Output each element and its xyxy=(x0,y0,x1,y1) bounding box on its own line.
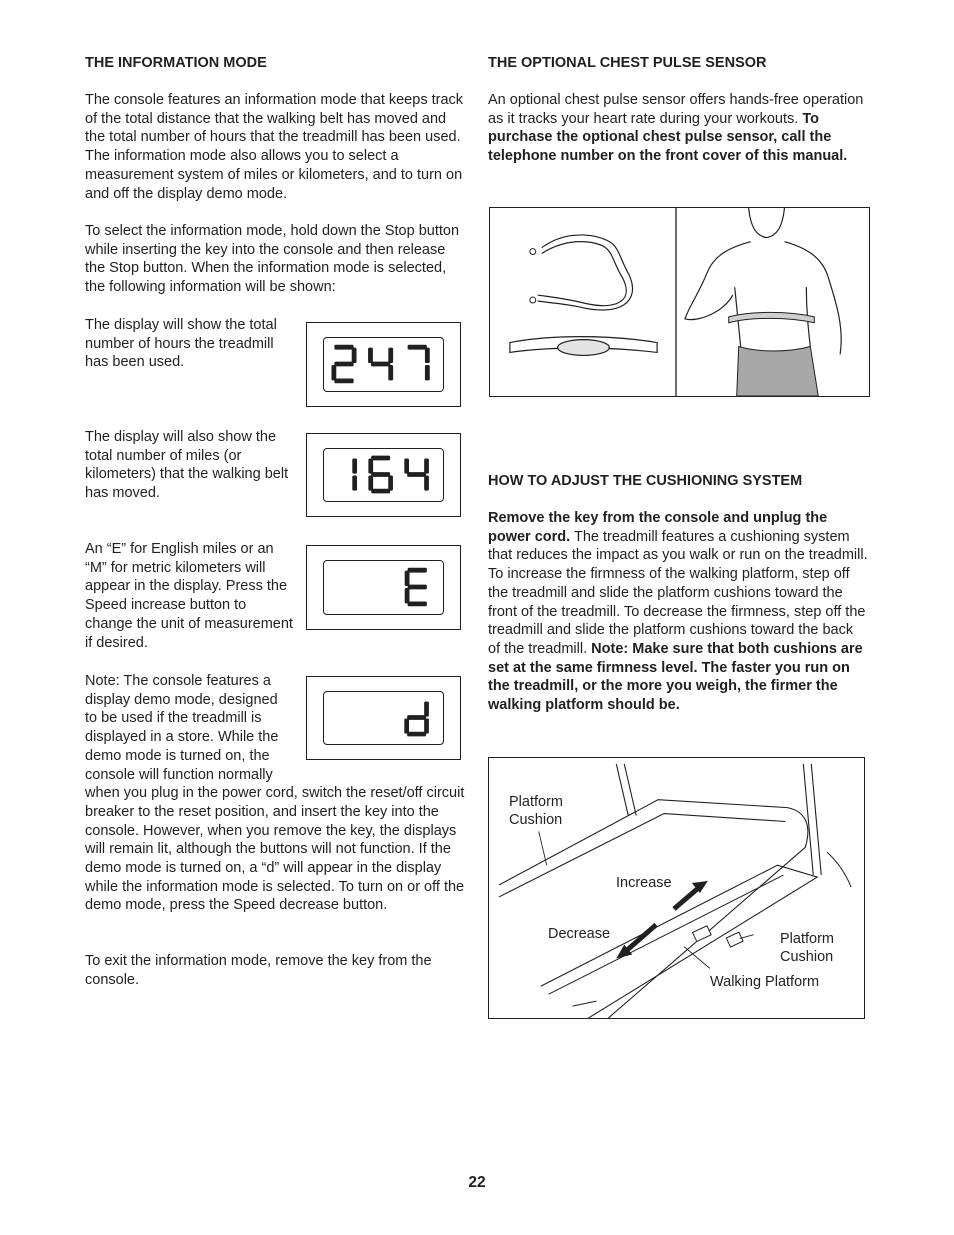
lcd-segment xyxy=(408,345,427,350)
hours-description: The display will show the total number of hours the treadmill has been used. xyxy=(85,317,277,371)
exit-instructions: To exit the information mode, remove the key from the console. xyxy=(85,953,432,988)
decrease-arrow xyxy=(624,925,656,953)
unit-lcd-display xyxy=(306,545,461,630)
lcd-segment xyxy=(334,362,353,367)
walking-platform-label: Walking Platform xyxy=(710,974,820,990)
lcd-segment xyxy=(352,475,357,490)
cushioning-description xyxy=(488,509,868,715)
platform-cushion-label-top: Platform Cushion xyxy=(509,794,563,828)
lcd-segment xyxy=(371,489,390,494)
chest-sensor-purchase-note: To purchase the optional chest pulse sensor, call the telephone number on the front cover of this manual. xyxy=(488,110,848,165)
info-mode-heading: THE INFORMATION MODE xyxy=(85,55,267,71)
lcd-segment xyxy=(408,585,427,590)
lcd-segment xyxy=(331,365,336,380)
hours-lcd-display xyxy=(306,322,461,407)
page-number: 22 xyxy=(468,1174,486,1191)
hours-digits xyxy=(324,338,443,391)
decrease-label: Decrease xyxy=(548,926,611,942)
miles-lcd-display xyxy=(306,433,461,517)
unit-digits xyxy=(324,561,443,614)
lcd-segment xyxy=(371,362,390,367)
lcd-segment xyxy=(407,472,426,477)
lcd-segment xyxy=(405,588,410,603)
demo-mode-description xyxy=(85,672,465,915)
lcd-screen xyxy=(323,337,444,392)
cushioning-illustration xyxy=(488,757,865,1019)
chest-sensor-description xyxy=(488,91,868,166)
unit-description: An “E” for English miles or an “M” for metric kilometers will appear in the display. Press the Speed increase button to change the unit of measurement if desired. xyxy=(85,541,293,651)
miles-digits xyxy=(324,449,443,501)
lcd-segment xyxy=(368,458,373,473)
lcd-segment xyxy=(424,458,429,473)
lcd-segment xyxy=(405,571,410,586)
lcd-segment xyxy=(368,475,373,490)
lcd-segment xyxy=(424,475,429,490)
chest-sensor-heading: THE OPTIONAL CHEST PULSE SENSOR xyxy=(488,55,767,71)
lcd-screen xyxy=(323,448,444,502)
lcd-segment xyxy=(388,365,393,380)
info-mode-intro: The console features an information mode that keeps track of the total distance that the walking belt has moved and the total number of hours that the treadmill has been used. The information mode also allows you to select a measurement system of miles or kilometers, and to turn on and off the display demo mode. xyxy=(85,92,464,202)
lcd-segment xyxy=(408,568,427,573)
lcd-segment xyxy=(371,472,390,477)
miles-description: The display will also show the total number of miles (or kilometers) that the walking belt has moved. xyxy=(85,429,289,502)
info-mode-select-instructions: To select the information mode, hold down the Stop button while inserting the key into the console and then release the Stop button. When the information mode is selected, the following information will be shown: xyxy=(85,223,460,296)
lcd-segment xyxy=(334,345,353,350)
lcd-segment xyxy=(334,378,353,383)
lcd-segment xyxy=(408,601,427,606)
lcd-segment xyxy=(388,348,393,363)
chest-sensor-intro: An optional chest pulse sensor offers hands-free operation as it tracks your heart rate during your workouts. xyxy=(488,92,864,127)
lcd-segment xyxy=(425,348,430,363)
cushioning-body: The treadmill features a cushioning system that reduces the impact as you walk or run on the treadmill. To increase the firmness of the walking platform, step off the treadmill and slide the platform cushions toward the front of the treadmill. To decrease the firmness, step off the treadmill and slide the platform cushions toward the back of the treadmill. xyxy=(488,528,868,657)
lcd-segment xyxy=(371,456,390,461)
demo-float-spacer xyxy=(287,672,465,784)
increase-label: Increase xyxy=(616,875,672,891)
lcd-segment xyxy=(404,458,409,473)
demo-mode-text: Note: The console features a display demo mode, designed to be used if the treadmill is displayed in a store. While the demo mode is turned on, the console will function normally when you plug in the power cord, switch the reset/off circuit breaker to the reset position, and insert the key into the console. However, when you remove the key, the displays will remain lit, although the buttons will not function. If the demo mode is turned on, a “d” will appear in the display while the information mode is selected. To turn on or off the demo mode, press the Speed decrease button. xyxy=(85,673,465,914)
lcd-segment xyxy=(388,475,393,490)
platform-cushion-label-right: Platform Cushion xyxy=(780,931,834,965)
chest-sensor-illustration xyxy=(489,207,870,397)
cushioning-safety-warning: Remove the key from the console and unplug the power cord. xyxy=(488,510,828,545)
lcd-segment xyxy=(352,458,357,473)
lcd-segment xyxy=(352,348,357,363)
lcd-screen xyxy=(323,560,444,615)
cushioning-note: Note: Make sure that both cushions are set at the same firmness level. The faster you run on the treadmill, or the more you weigh, the firmer the walking platform should be. xyxy=(488,640,863,714)
cushioning-heading: HOW TO ADJUST THE CUSHIONING SYSTEM xyxy=(488,473,803,489)
chest-strap-drawing xyxy=(490,208,869,396)
lcd-segment xyxy=(425,365,430,380)
lcd-segment xyxy=(368,348,373,363)
